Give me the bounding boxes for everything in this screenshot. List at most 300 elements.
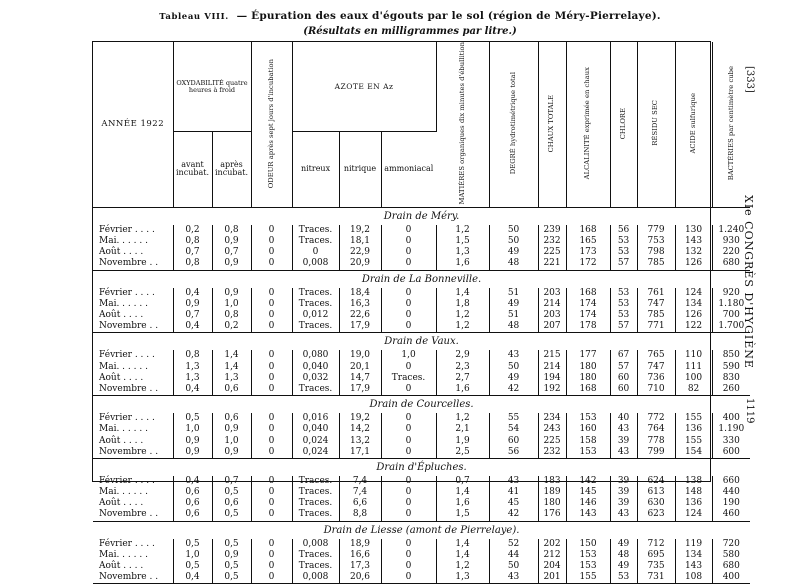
table-cell: 0,032: [292, 373, 339, 384]
table-cell: 0,5: [212, 509, 251, 521]
table-cell: 55: [489, 413, 538, 424]
section-title: Drain de Méry.: [383, 210, 460, 222]
table-cell: 0: [381, 572, 436, 584]
table-cell: 0: [251, 373, 292, 384]
table-cell: 148: [675, 487, 712, 498]
table-cell: 0,024: [292, 447, 339, 459]
table-cell: 155: [566, 572, 610, 584]
table-cell: 630: [637, 498, 675, 509]
table-cell: 56: [610, 225, 637, 236]
table-cell: 180: [566, 373, 610, 384]
table-cell: 0: [251, 258, 292, 270]
table-cell: 174: [566, 310, 610, 321]
table-cell: 53: [610, 299, 637, 310]
table-cell: 17,9: [339, 384, 381, 396]
running-title: XIe CONGRÈS D'HYGIÈNE: [742, 195, 755, 369]
month-label: Août . . . .: [93, 310, 173, 321]
table-cell: 145: [566, 487, 610, 498]
table-cell: 0,6: [212, 384, 251, 396]
table-cell: 40: [610, 413, 637, 424]
table-cell: 168: [566, 288, 610, 299]
table-cell: 43: [610, 509, 637, 521]
table-cell: 1,0: [212, 299, 251, 310]
section-header-row: [93, 207, 750, 225]
table-cell: 2,1: [436, 424, 489, 435]
table-row: [93, 561, 750, 572]
table-cell: 1,4: [436, 487, 489, 498]
table-row: [93, 310, 750, 321]
table-cell: 0: [381, 498, 436, 509]
table-cell: 1,3: [436, 247, 489, 258]
table-cell: 18,1: [339, 236, 381, 247]
table-cell: 134: [675, 299, 712, 310]
table-cell: 48: [610, 550, 637, 561]
table-cell: 176: [538, 509, 566, 521]
table-row: [93, 550, 750, 561]
table-cell: 1,3: [173, 373, 212, 384]
table-cell: 154: [675, 447, 712, 459]
table-cell: 0: [251, 435, 292, 446]
table-cell: 194: [538, 373, 566, 384]
table-cell: 142: [566, 476, 610, 487]
table-cell: 0,8: [173, 350, 212, 361]
table-cell: 0,008: [292, 572, 339, 584]
table-cell: 16,3: [339, 299, 381, 310]
table-cell: 0: [251, 361, 292, 372]
month-label: Mai. . . . . .: [93, 487, 173, 498]
table-cell: 1,2: [436, 413, 489, 424]
header-acide: [675, 42, 712, 207]
table-cell: 50: [489, 561, 538, 572]
table-cell: 0,9: [212, 424, 251, 435]
table-row: [93, 539, 750, 550]
table-cell: 1,3: [173, 361, 212, 372]
table-cell: 0: [381, 550, 436, 561]
table-cell: 49: [610, 539, 637, 550]
table-cell: 8,8: [339, 509, 381, 521]
table-cell: 0,8: [173, 258, 212, 270]
table-cell: 0,5: [173, 413, 212, 424]
table-cell: 590: [722, 361, 740, 372]
table-cell: 0,9: [212, 447, 251, 459]
table-cell: 400: [712, 572, 750, 584]
table-row: [93, 373, 750, 384]
table-cell: 19,2: [339, 413, 381, 424]
table-cell: 183: [538, 476, 566, 487]
table-cell: Traces.: [381, 373, 436, 384]
table-cell: 0: [251, 413, 292, 424]
month-label: Août . . . .: [93, 498, 173, 509]
table-row: [93, 447, 750, 459]
table-cell: 153: [566, 550, 610, 561]
table-cell: 0,008: [292, 258, 339, 270]
table-cell: 0: [251, 572, 292, 584]
table-cell: 1,4: [436, 539, 489, 550]
table-cell: 132: [675, 247, 712, 258]
table-cell: 122: [675, 321, 712, 333]
table-cell: 0,024: [292, 435, 339, 446]
table-cell: 124: [675, 288, 712, 299]
table-cell: 1,4: [436, 550, 489, 561]
table-cell: 172: [566, 258, 610, 270]
month-label: Août . . . .: [93, 561, 173, 572]
table-cell: 49: [489, 373, 538, 384]
table-cell: 1,4: [436, 288, 489, 299]
table-cell: 0: [251, 487, 292, 498]
table-cell: 44: [489, 550, 538, 561]
table-cell: 0,080: [292, 350, 339, 361]
section-header-row: [93, 521, 750, 539]
table-cell: 126: [675, 310, 712, 321]
table-cell: 111: [675, 361, 712, 372]
table-cell: 1,4: [212, 361, 251, 372]
table-cell: 39: [610, 487, 637, 498]
table-cell: 20,1: [339, 361, 381, 372]
table-cell: Traces.: [292, 476, 339, 487]
table-cell: Traces.: [292, 384, 339, 396]
table-cell: 400: [722, 413, 740, 424]
table-row: [93, 247, 750, 258]
table-cell: 126: [675, 258, 712, 270]
table-cell: 50: [489, 236, 538, 247]
table-cell: 221: [538, 258, 566, 270]
header-chaux: [538, 42, 566, 207]
table-cell: 0: [251, 424, 292, 435]
table-cell: 0,040: [292, 361, 339, 372]
table-cell: 160: [566, 424, 610, 435]
month-label: Mai. . . . . .: [93, 236, 173, 247]
table-row: [93, 236, 750, 247]
table-cell: 153: [566, 447, 610, 459]
table-cell: 136: [675, 498, 712, 509]
table-cell: 52: [489, 539, 538, 550]
table-cell: 143: [566, 509, 610, 521]
month-label: Novembre . .: [93, 258, 173, 270]
header-alcalinite-text: ALCALINITÉ exprimée en chaux: [583, 67, 592, 180]
table-cell: 0: [251, 299, 292, 310]
table-cell: 180: [566, 361, 610, 372]
table-cell: 0,5: [173, 539, 212, 550]
table-title-text: — Épuration des eaux d'égouts par le sol (région de Méry-Pierrelaye).: [236, 10, 661, 22]
table-cell: 761: [637, 288, 675, 299]
header-avant: avant incubat.: [173, 132, 212, 208]
table-cell: 7,4: [339, 476, 381, 487]
table-cell: 1,0: [381, 350, 436, 361]
month-label: Février . . . .: [93, 225, 173, 236]
table-cell: 785: [637, 310, 675, 321]
section-title: Drain de Courcelles.: [369, 399, 474, 411]
table-cell: 0,6: [173, 509, 212, 521]
table-row: [93, 350, 750, 361]
table-cell: 1.180: [718, 298, 745, 309]
header-nitrique: nitrique: [339, 132, 381, 208]
table-cell: 0: [381, 435, 436, 446]
table-cell: 0,2: [173, 225, 212, 236]
table-cell: 460: [712, 509, 750, 521]
table-cell: 243: [538, 424, 566, 435]
header-matieres: [436, 42, 489, 207]
table-cell: 60: [610, 384, 637, 396]
table-subtitle: (Résultats en milligrammes par litre.): [303, 26, 517, 37]
table-cell: 1,6: [436, 384, 489, 396]
table-cell: 2,9: [436, 350, 489, 361]
table-cell: 712: [637, 539, 675, 550]
table-cell: 1,0: [173, 550, 212, 561]
table-cell: 1,4: [212, 350, 251, 361]
table-cell: 57: [610, 321, 637, 333]
table-cell: 0,5: [173, 561, 212, 572]
table-row: [93, 487, 750, 498]
table-cell: 168: [566, 225, 610, 236]
month-label: Mai. . . . . .: [93, 550, 173, 561]
table-cell: 731: [637, 572, 675, 584]
month-label: Novembre . .: [93, 447, 173, 459]
table-cell: 600: [712, 447, 750, 459]
table-cell: 0: [381, 299, 436, 310]
table-cell: 0: [251, 247, 292, 258]
table-cell: 207: [538, 321, 566, 333]
table-cell: 212: [538, 550, 566, 561]
table-cell: 39: [610, 435, 637, 446]
table-cell: 0,9: [212, 258, 251, 270]
table-cell: 0,2: [212, 321, 251, 333]
month-label: Février . . . .: [93, 288, 173, 299]
table-cell: 13,2: [339, 435, 381, 446]
table-cell: 0: [381, 225, 436, 236]
table-cell: 850: [722, 350, 740, 361]
table-cell: 49: [489, 299, 538, 310]
table-cell: 14,2: [339, 424, 381, 435]
table-cell: 53: [610, 236, 637, 247]
header-matieres-text: MATIÈRES organiques dix minutes d'ébullition: [457, 42, 466, 205]
table-cell: 1.240: [718, 224, 745, 235]
table-cell: 43: [610, 424, 637, 435]
table-cell: Traces.: [292, 498, 339, 509]
table-cell: 155: [675, 435, 712, 446]
section-header-row: [93, 270, 750, 288]
table-cell: 0: [381, 288, 436, 299]
table-cell: 19,0: [339, 350, 381, 361]
table-cell: 53: [610, 288, 637, 299]
table-row: [93, 476, 750, 487]
table-cell: 155: [675, 413, 712, 424]
month-label: Février . . . .: [93, 413, 173, 424]
table-cell: 0,4: [173, 572, 212, 584]
table-cell: 0: [251, 350, 292, 361]
table-cell: 41: [489, 487, 538, 498]
table-cell: 0: [381, 476, 436, 487]
table-cell: 0: [381, 424, 436, 435]
table-cell: Traces.: [292, 561, 339, 572]
table-cell: 54: [489, 424, 538, 435]
table-cell: 1,2: [436, 321, 489, 333]
table-cell: 0: [381, 236, 436, 247]
table-cell: 0,7: [436, 476, 489, 487]
section-title: Drain de La Bonneville.: [361, 273, 482, 285]
table-cell: 43: [489, 572, 538, 584]
table-cell: 50: [489, 225, 538, 236]
table-cell: 19,2: [339, 225, 381, 236]
table-cell: 56: [489, 447, 538, 459]
table-cell: 920: [722, 287, 740, 298]
table-row: [93, 413, 750, 424]
table-cell: 0: [381, 361, 436, 372]
table-row: [93, 424, 750, 435]
table-cell: 0,9: [212, 236, 251, 247]
month-label: Mai. . . . . .: [93, 424, 173, 435]
table-cell: 138: [675, 476, 712, 487]
table-cell: 201: [538, 572, 566, 584]
table-cell: 0,6: [173, 487, 212, 498]
table-cell: 1,9: [436, 435, 489, 446]
table-cell: 51: [489, 310, 538, 321]
table-cell: 1,0: [212, 435, 251, 446]
table-cell: 0,9: [212, 550, 251, 561]
table-cell: 0: [381, 539, 436, 550]
table-cell: 0,9: [212, 288, 251, 299]
header-alcalinite: [566, 42, 610, 207]
table-cell: 0,040: [292, 424, 339, 435]
table-cell: 0,8: [173, 236, 212, 247]
table-cell: 17,1: [339, 447, 381, 459]
table-cell: 0,8: [212, 310, 251, 321]
table-cell: 43: [489, 476, 538, 487]
table-cell: 736: [637, 373, 675, 384]
header-degre: [489, 42, 538, 207]
table-cell: Traces.: [292, 487, 339, 498]
table-row: [93, 384, 750, 396]
table-cell: 17,9: [339, 321, 381, 333]
table-row: [93, 435, 750, 446]
table-cell: 48: [489, 321, 538, 333]
table-cell: 51: [489, 288, 538, 299]
table-cell: 0,7: [212, 247, 251, 258]
data-table-frame: [92, 41, 745, 583]
table-cell: 0,5: [212, 572, 251, 584]
table-cell: 49: [610, 561, 637, 572]
table-cell: 798: [637, 247, 675, 258]
table-cell: 130: [675, 225, 712, 236]
table-cell: 239: [538, 225, 566, 236]
table-cell: 0: [381, 310, 436, 321]
month-label: Novembre . .: [93, 572, 173, 584]
table-cell: 0: [251, 550, 292, 561]
table-cell: 178: [566, 321, 610, 333]
table-cell: 0,5: [212, 487, 251, 498]
table-cell: 204: [538, 561, 566, 572]
table-cell: 53: [610, 572, 637, 584]
table-row: [93, 258, 750, 270]
table-cell: 17,3: [339, 561, 381, 572]
header-bacteries-text: BACTÉRIES par centimètre cube: [726, 66, 735, 181]
table-cell: 747: [637, 299, 675, 310]
table-title: [90, 10, 730, 22]
table-cell: 1,2: [436, 561, 489, 572]
table-cell: 799: [637, 447, 675, 459]
table-cell: 18,4: [339, 288, 381, 299]
table-cell: 225: [538, 247, 566, 258]
table-cell: 0,8: [212, 225, 251, 236]
table-cell: 234: [538, 413, 566, 424]
table-cell: 215: [538, 350, 566, 361]
header-nitreux: nitreux: [292, 132, 339, 208]
month-label: Novembre . .: [93, 384, 173, 396]
table-cell: 0: [251, 310, 292, 321]
table-cell: 153: [566, 413, 610, 424]
month-label: Février . . . .: [93, 350, 173, 361]
table-cell: 2,5: [436, 447, 489, 459]
table-cell: 1,3: [436, 572, 489, 584]
table-cell: 134: [675, 550, 712, 561]
table-cell: 57: [610, 258, 637, 270]
table-cell: 67: [610, 350, 637, 361]
table-cell: 2,7: [436, 373, 489, 384]
table-cell: 153: [566, 561, 610, 572]
month-label: Février . . . .: [93, 476, 173, 487]
table-cell: 143: [675, 561, 712, 572]
section-header-row: [93, 458, 750, 476]
table-cell: 0,7: [173, 310, 212, 321]
table-cell: 0,9: [173, 299, 212, 310]
table-cell: 202: [538, 539, 566, 550]
table-body: [93, 207, 750, 584]
header-azote: AZOTE EN Az: [292, 42, 436, 132]
section-title: Drain de Liesse (amont de Pierrelaye).: [323, 524, 520, 536]
table-cell: 53: [610, 247, 637, 258]
table-cell: 785: [637, 258, 675, 270]
table-cell: 0: [251, 384, 292, 396]
table-cell: 1,0: [173, 424, 212, 435]
table-cell: 0: [251, 561, 292, 572]
table-cell: 100: [675, 373, 712, 384]
table-cell: 747: [637, 361, 675, 372]
table-cell: 0: [381, 509, 436, 521]
table-cell: 0: [251, 447, 292, 459]
table-cell: 42: [489, 384, 538, 396]
table-row: [93, 572, 750, 584]
header-odeur-text: ODEUR après sept jours d'incubation: [266, 58, 275, 188]
table-cell: 192: [538, 384, 566, 396]
table-cell: 203: [538, 310, 566, 321]
table-cell: 177: [566, 350, 610, 361]
table-cell: 1,2: [436, 225, 489, 236]
table-cell: Traces.: [292, 509, 339, 521]
table-cell: 203: [538, 288, 566, 299]
table-cell: 720: [722, 538, 740, 549]
table-cell: 49: [489, 247, 538, 258]
table-cell: 753: [637, 236, 675, 247]
table-cell: 136: [675, 424, 712, 435]
month-label: Mai. . . . . .: [93, 361, 173, 372]
table-cell: 765: [637, 350, 675, 361]
table-cell: 60: [489, 435, 538, 446]
month-label: Février . . . .: [93, 539, 173, 550]
header-chlore: [610, 42, 637, 207]
table-cell: 0,6: [212, 498, 251, 509]
table-cell: 7,4: [339, 487, 381, 498]
table-cell: 214: [538, 299, 566, 310]
table-cell: 0,5: [212, 561, 251, 572]
table-cell: 150: [566, 539, 610, 550]
table-cell: 2,3: [436, 361, 489, 372]
table-cell: 700: [722, 310, 740, 320]
table-cell: 1,2: [436, 310, 489, 321]
table-cell: 0: [251, 236, 292, 247]
table-cell: 0: [381, 447, 436, 459]
table-cell: 43: [610, 447, 637, 459]
table-cell: 190: [722, 498, 740, 509]
table-cell: 830: [722, 372, 740, 383]
